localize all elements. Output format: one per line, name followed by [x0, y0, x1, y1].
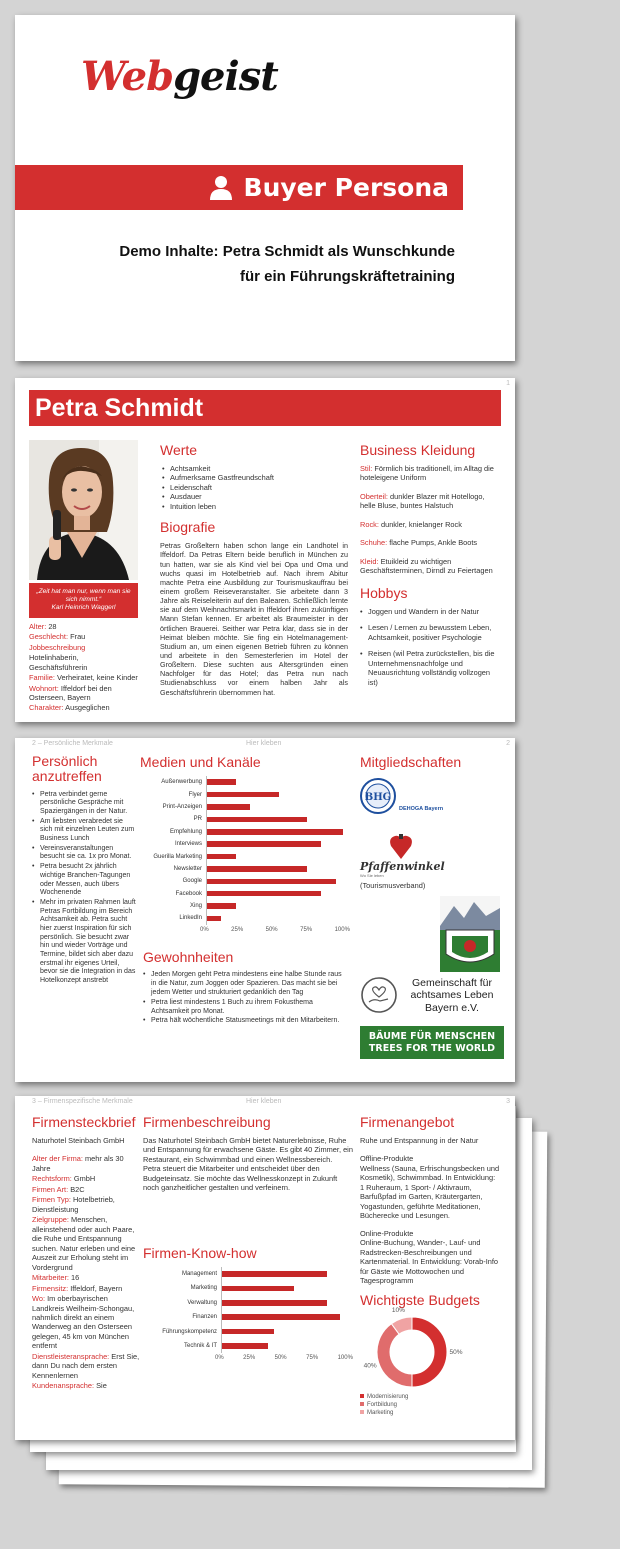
bar-label: Empfehlung: [169, 828, 202, 835]
x-tick: 50%: [265, 926, 278, 933]
bar-label: Verwaltung: [187, 1299, 217, 1306]
donut-slice: [412, 1317, 447, 1387]
quote-box: „Zeit hat man nur, wenn man sie sich nimmt.“ Karl Heinrich Waggerl: [29, 583, 138, 618]
bar: [207, 841, 321, 847]
knowhow-heading: Firmen-Know-how: [143, 1244, 257, 1261]
donut-label: 40%: [363, 1362, 377, 1370]
donut-label: 10%: [391, 1306, 405, 1314]
detail-row: Geschlecht: Frau: [29, 632, 86, 642]
x-tick: 0%: [200, 926, 209, 933]
pers-item: • Vereinsveranstaltungen besucht sie ca. 1x pro Monat.: [32, 845, 136, 862]
detail-row: Hotelinhaberin, Geschäftsführerin: [29, 653, 88, 672]
gewohn-item: • Petra liest mindestens 1 Buch zu ihrem Fokusthema Achtsamkeit pro Monat.: [143, 999, 349, 1017]
x-axis: [215, 1355, 353, 1361]
persoenlich-heading: Persönlich anzutreffen: [32, 753, 102, 785]
bar-label: Flyer: [188, 791, 202, 798]
steckbrief-heading: Firmensteckbrief: [32, 1114, 136, 1130]
slide-number: 3: [506, 1098, 510, 1105]
beschreibung-heading: Firmenbeschreibung: [143, 1114, 271, 1130]
bar: [207, 817, 307, 823]
x-tick: 100%: [337, 1355, 353, 1362]
ghost-mid: Hier kleben: [246, 1098, 282, 1105]
legend-item: Modernisierung: [360, 1393, 500, 1401]
steckbrief-row: Wo: Im oberbayrischen Landkreis Weilheim-Schongau, nahmlich direkt an einem Wanderweg an den Osterseen gelegen, 45 km von München entfernt: [32, 1294, 135, 1351]
bar-row: [140, 788, 350, 800]
bar-row: [140, 888, 350, 900]
slide-number: 2: [506, 740, 510, 747]
bar-row: [140, 801, 350, 813]
hand-heart-icon: [360, 976, 398, 1014]
bar: [207, 804, 250, 810]
legend-swatch: [360, 1394, 364, 1398]
x-tick: 50%: [274, 1355, 287, 1362]
biografie-heading: Biografie: [160, 519, 216, 536]
kleidung-row: Oberteil: dunkler Blazer mit Hotellogo, helle Bluse, buntes Halstuch: [360, 491, 485, 511]
steckbrief-row: Zielgruppe: Menschen, alleinstehend oder auch Paare, die Ruhe und Entspannung suchen. Natur erleben und eine Auszeit zur Erholung steht im Vordergrund: [32, 1215, 136, 1272]
col-steck: [32, 1114, 140, 1392]
kleidung-row: Kleid: Etuikleid zu wichtigen Geschäftsterminen, Dirndl zu Feiertagen: [360, 556, 493, 576]
donut-label: 50%: [449, 1348, 463, 1356]
banner: [15, 165, 463, 210]
bar-row: [143, 1281, 353, 1295]
col-mitglied: [360, 754, 504, 1059]
bar: [207, 779, 236, 785]
hobby-item: • Lesen / Lernen zu bewusstem Leben, Achtsamkeit, positiver Psychologie: [360, 623, 500, 642]
gewohn-item: • Jeden Morgen geht Petra mindestens eine halbe Stunde raus in die Natur, zum Joggen oder Spazieren. Das macht sie bei jedem Wetter und strukturiert gedanklich den Tag: [143, 971, 349, 998]
hobbys-list: [360, 607, 500, 687]
hobby-item: • Joggen und Wandern in der Natur: [360, 607, 500, 616]
firm-name: Naturhotel Steinbach GmbH: [32, 1136, 125, 1145]
portrait-photo: [29, 440, 138, 580]
bar: [222, 1286, 294, 1292]
col-pers: [32, 754, 136, 987]
bar: [222, 1329, 274, 1335]
detail-row: Charakter: Ausgeglichen: [29, 703, 110, 713]
steckbrief-row: Rechtsform: GmbH: [32, 1174, 96, 1184]
bar-label: Führungskompetenz: [162, 1328, 217, 1335]
werte-list: [162, 464, 348, 511]
legend-item: Marketing: [360, 1409, 500, 1417]
bar-label: Außenwerbung: [161, 779, 202, 786]
bar-row: [143, 1267, 353, 1281]
detail-row: Jobbeschreibung: [29, 642, 86, 652]
col-angebot: Firmenangebot Ruhe und Entspannung in der Natur Offline-Produkte Wellness (Sauna, Erfrischungsbecken und Kosmetik), Schwimmbad. In Entwicklung: 1 Ruheraum, 1 Sport- / Aktivraum, Barfußpfad im Garten, Kräutergarten, Yogastunden, geführte Meditationen, Bücherecke und Lesungen. Online-Produkte Online-Buchung, Wander-, Lauf- und Radstrecken-Beschreibungen und Kartenmaterial. In Entwicklung: Vorab-Info für Gäste wie Mottowochen und Tagesprogramm Wichtigste Budgets 50% 40% 10% Modernisierung Fortbildung Marketing: [360, 1114, 500, 1416]
bar-label: Facebook: [175, 890, 202, 897]
budget-donut-chart: [360, 1306, 500, 1388]
werte-item: • Leidenschaft: [162, 483, 348, 492]
kleidung-row: Schuhe: flache Pumps, Ankle Boots: [360, 538, 478, 548]
werte-item: • Intuition leben: [162, 502, 348, 511]
steckbrief-row: Dienstleisteransprache: Erst Sie, dann Du nach dem ersten Kennenlernen: [32, 1351, 140, 1380]
bar-row: [140, 850, 350, 862]
bar-label: Guerilla Marketing: [153, 853, 202, 860]
bar: [207, 866, 307, 872]
bar-row: [143, 1339, 353, 1353]
bar-row: [140, 776, 350, 788]
bar-label: Technik & IT: [183, 1342, 217, 1349]
x-tick: 75%: [306, 1355, 319, 1362]
bar-row: [143, 1296, 353, 1310]
steckbrief-row: Firmen Typ: Hotelbetrieb, Dienstleistung: [32, 1195, 115, 1214]
kleidung-heading: Business Kleidung: [360, 442, 476, 458]
col-right: [360, 442, 500, 694]
angebot-heading: Firmenangebot: [360, 1114, 455, 1130]
pers-item: • Petra besucht 2x jährlich wichtige Branchen-Tagungen oder Messen, auch übers Wochenende: [32, 863, 136, 898]
medien-chart: [140, 776, 350, 933]
bar-label: Print-Anzeigen: [162, 803, 202, 810]
heart-emblem: [390, 834, 412, 860]
banner-title: Buyer Persona: [243, 173, 449, 202]
kleidung-row: Stil: Förmlich bis traditionell, im Alltag die hoteleigene Uniform: [360, 464, 494, 483]
bar-row: [140, 912, 350, 924]
bar-label: PR: [193, 816, 202, 823]
town-crest: [440, 896, 500, 972]
werte-heading: Werte: [160, 442, 198, 458]
ghost-header: 2 – Persönliche Merkmale: [32, 740, 113, 747]
steckbrief-list: [32, 1154, 140, 1390]
bar-row: [140, 826, 350, 838]
legend-item: Fortbildung: [360, 1401, 500, 1409]
bar-row: [143, 1324, 353, 1338]
ghost-header: 3 – Firmenspezifische Merkmale: [32, 1098, 133, 1105]
bar-row: [143, 1310, 353, 1324]
pers-item: • Petra verbindet gerne persönliche Gespräche mit Spaziergängen in der Natur.: [32, 791, 136, 817]
pfaffenwinkel-logo: Pfaffenwinkel Wo Sie leben (Tourismusverband): [360, 834, 504, 890]
bar-label: Google: [182, 878, 202, 885]
bar: [222, 1300, 327, 1306]
svg-text:BHG: BHG: [364, 792, 392, 803]
persona-slide: [15, 378, 515, 722]
persona-details: [29, 622, 138, 713]
bar: [207, 854, 236, 860]
bar: [207, 792, 279, 798]
webgeist-logo: Webgeist: [81, 53, 278, 100]
steckbrief-row: Firmen Art: B2C: [32, 1184, 85, 1194]
col-mid: [160, 442, 348, 697]
baeume-logo: BÄUME FÜR MENSCHEN TREES FOR THE WORLD: [360, 1026, 504, 1059]
bar: [222, 1314, 340, 1320]
bar-row: [140, 813, 350, 825]
x-tick: 75%: [300, 926, 313, 933]
col-medien: [140, 754, 350, 1027]
legend-swatch: [360, 1410, 364, 1414]
bar-label: Newsletter: [173, 865, 202, 872]
bar-label: LinkedIn: [179, 915, 202, 922]
budget-legend: [360, 1393, 500, 1417]
bar: [207, 829, 343, 835]
werte-item: • Achtsamkeit: [162, 464, 348, 473]
bar: [207, 891, 321, 897]
kleidung-row: Rock: dunkler, knielanger Rock: [360, 519, 462, 529]
medien-heading: Medien und Kanäle: [140, 754, 261, 770]
steckbrief-row: Kundenansprache: Sie: [32, 1381, 107, 1391]
bar: [222, 1271, 327, 1277]
firmen-slide: [15, 1096, 515, 1440]
col-left: [29, 440, 138, 714]
steckbrief-row: Alter der Firma: mehr als 30 Jahre: [32, 1154, 124, 1173]
ghost-mid: Hier kleben: [246, 740, 282, 747]
bar-label: Xing: [189, 903, 202, 910]
gewohn-item: • Petra hält wöchentliche Statusmeetings mit den Mitarbeitern.: [143, 1017, 349, 1026]
x-tick: 25%: [231, 926, 244, 933]
kleidung-list: [360, 464, 500, 576]
persoenlich-list: [32, 791, 136, 986]
subtitle: Demo Inhalte: Petra Schmidt als Wunschkunde für ein Führungskräftetraining: [119, 243, 455, 285]
dehoga-logo: BHG DEHOGA Bayern: [360, 776, 504, 816]
bar-label: Finanzen: [192, 1314, 217, 1321]
slide-number: 1: [506, 380, 510, 387]
werte-item: • Aufmerksame Gastfreundschaft: [162, 473, 348, 482]
bar-row: [140, 863, 350, 875]
bar-row: [140, 875, 350, 887]
cover-slide: [15, 15, 515, 361]
bhg-emblem: [360, 776, 396, 816]
hobbys-heading: Hobbys: [360, 584, 408, 601]
bar: [207, 916, 221, 922]
steckbrief-row: Firmensitz: Iffeldorf, Bayern: [32, 1283, 123, 1293]
detail-row: Familie: Verheiratet, keine Kinder: [29, 673, 138, 683]
gemeinschaft-logo: Gemeinschaft für achtsames Leben Bayern e.V.: [360, 976, 504, 1014]
bar-label: Interviews: [174, 841, 202, 848]
knowhow-chart: [143, 1267, 353, 1361]
x-tick: 100%: [334, 926, 350, 933]
pers-item: • Am liebsten verabredet sie sich mit einzelnen Leuten zum Business Lunch: [32, 818, 136, 844]
name-banner: Petra Schmidt: [29, 390, 501, 426]
bar-row: [140, 900, 350, 912]
col-beschr: Firmenbeschreibung Das Naturhotel Steinbach GmbH bietet Naturerlebnisse, Ruhe und Entspannung für erwachsene Gäste. Es gibt 40 Zimmer, ein Restaurant, ein Schwimmbad und einen Wellnessbereich. Petra steuert die Mitarbeiter und entscheidet über den Budgeteinsatz. Sie möchte das Wellnesskonzept in Zukunft noch ganzheitlicher gestalten und verfeinern. Firmen-Know-how Management Marketing Verwaltung Finanzen Führungskompetenz Technik & IT 0% 25% 50% 75% 100%: [143, 1114, 353, 1362]
pers-item: • Mehr im privaten Rahmen lauft Petras Fortbildung im Bereich Achtsamkeit ab. Petra sucht hier zuerst Inspiration für sich persönlich. Sie besucht zwar hin und wieder Vorträge und Termine, bildet sich aber dazu erstmal ihr eigenes Urteil, bevor sie die Integration in das Hotelkonzept anstrebt: [32, 899, 136, 986]
x-axis: [200, 927, 350, 933]
steckbrief-row: Mitarbeiter: 16: [32, 1273, 80, 1283]
detail-row: Wohnort: Iffeldorf bei den Osterseen, Bayern: [29, 683, 112, 702]
bar-row: [140, 838, 350, 850]
donut-slice: [377, 1323, 412, 1386]
x-tick: 0%: [215, 1355, 224, 1362]
werte-item: • Ausdauer: [162, 492, 348, 501]
x-tick: 25%: [243, 1355, 256, 1362]
bar-label: Management: [181, 1271, 217, 1277]
hobby-item: • Reisen (wil Petra zurückstellen, bis die Unternehmensnachfolge und Neuausrichtung vollständig vollzogen ist): [360, 649, 500, 687]
person-icon: [210, 176, 232, 200]
mitglied-heading: Mitgliedschaften: [360, 754, 462, 770]
legend-swatch: [360, 1402, 364, 1406]
biografie-text: Petras Großeltern haben schon lange ein Landhotel in Iffeldorf. Da Petras Eltern beide beruflich in München zu tun hatten, war sie als Kind viel bei Opa und Oma und wuchs quasi im Hotelbetrieb auf. Nach ihrem Abitur machte Petra eine Ausbildung zur Tourismuskauffrau bei einem großem Reiseveranstalter. Sie arbeitete dann 3 Jahre als Reiseleiterin auf den Balearen. Schließlich lernte sie auf dem Weihnachtsmarkt in Iffeldorf ihren zukünftigen Mann Stefan kennen. Er arbeitet als Braumeister in der örtlichen Brauerei. Seither war Petra klar, dass sie in der Heimat bleiben möchte. Sie fing ein Hotelmanagement-Studium an, um einen eigenen Betrieb führen zu können und arbeitete in den Semesterferien im Hotel der Großeltern. Diese suchten aus Altersgründen einen Nachfolger für das Hotel; das Petra nun nach Studienabschluss vor einem halben Jahr als Geschäftsführerin übernommen hat.: [160, 541, 348, 697]
gewohnheiten-heading: Gewohnheiten: [143, 948, 234, 965]
merkmale-slide: [15, 738, 515, 1082]
bar: [207, 879, 336, 885]
gewohnheiten-list: [143, 971, 349, 1027]
budgets-heading: Wichtigste Budgets: [360, 1291, 480, 1308]
detail-row: Alter: 28: [29, 621, 57, 631]
bar: [207, 903, 236, 909]
bar-label: Marketing: [190, 1285, 217, 1292]
bar: [222, 1343, 268, 1349]
